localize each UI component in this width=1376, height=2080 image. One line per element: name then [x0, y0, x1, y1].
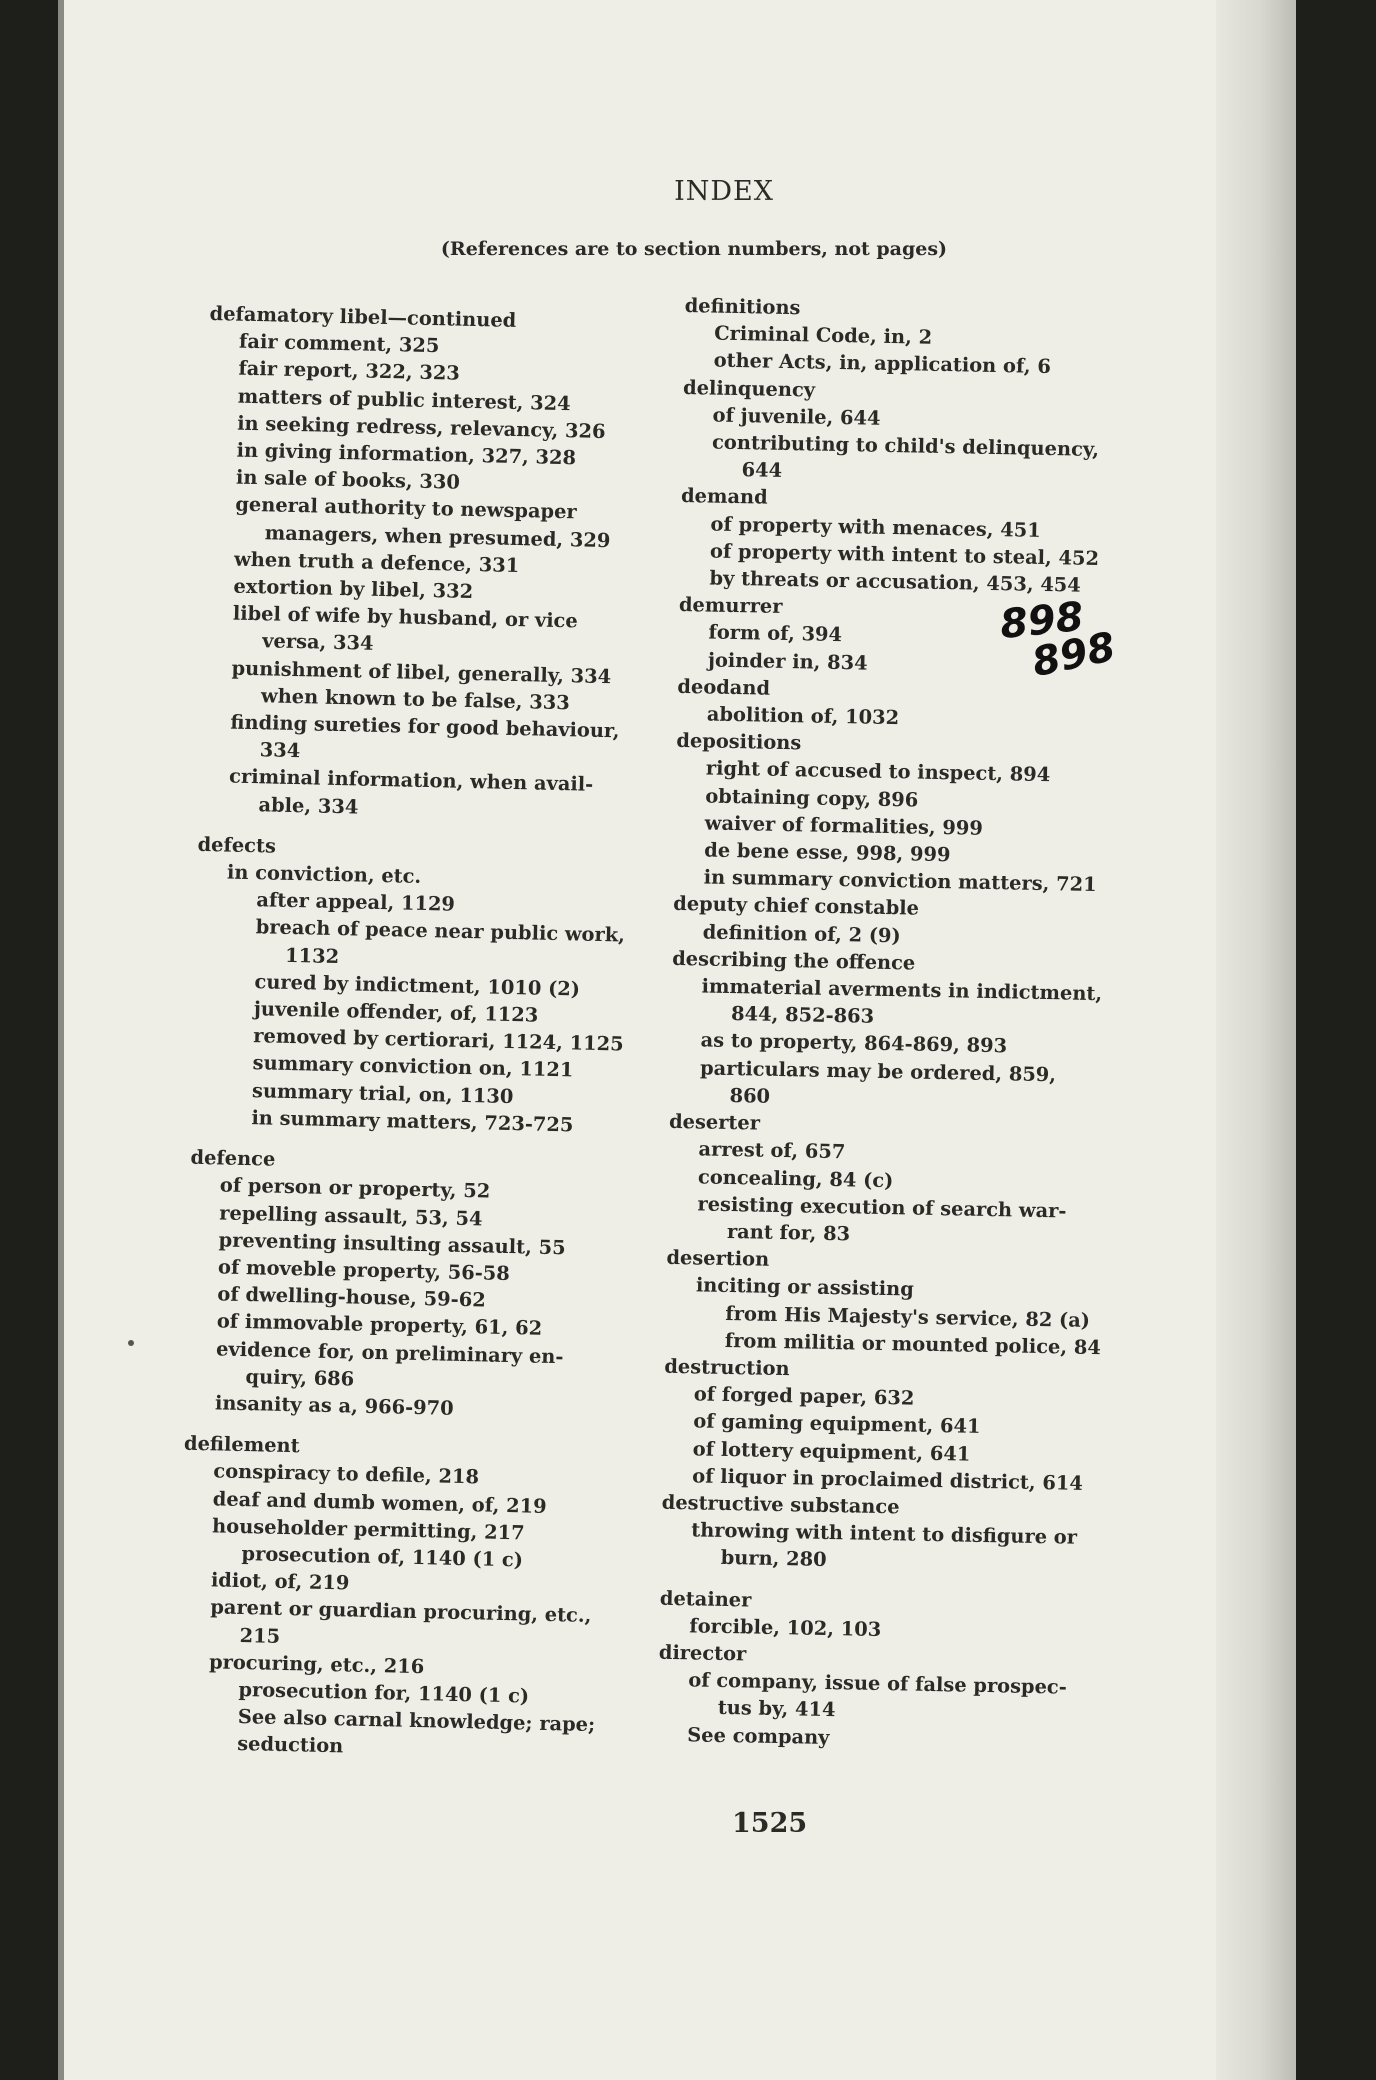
index-subentry: after appeal, 1129 — [256, 888, 456, 916]
index-subentry: able, 334 — [258, 792, 359, 819]
index-subentry: from His Majesty's service, 82 (a) — [725, 1301, 1091, 1332]
index-subentry: procuring, etc., 216 — [208, 1650, 425, 1678]
index-subentry: immaterial averments in indictment, — [701, 974, 1103, 1006]
index-subentry: 844, 852-863 — [730, 1002, 875, 1029]
index-subentry: of forged paper, 632 — [693, 1382, 915, 1410]
index-subentry: forcible, 102, 103 — [689, 1614, 882, 1641]
index-subentry: waiver of formalities, 999 — [704, 811, 984, 840]
index-subentry: householder permitting, 217 — [211, 1514, 525, 1545]
index-subentry: conspiracy to defile, 218 — [213, 1459, 480, 1489]
index-heading: defects — [197, 832, 277, 858]
page-number: 1525 — [732, 1808, 808, 1839]
index-heading: desertion — [666, 1245, 770, 1271]
index-subentry: of dwelling-house, 59-62 — [217, 1282, 486, 1312]
index-subentry: libel of wife by husband, or vice — [232, 601, 578, 633]
index-subentry: in giving information, 327, 328 — [236, 438, 577, 470]
index-subentry: repelling assault, 53, 54 — [219, 1200, 483, 1230]
index-heading: defamatory libel—continued — [209, 301, 517, 332]
index-subentry: arrest of, 657 — [698, 1137, 846, 1164]
index-subentry: See also carnal knowledge; rape; — [237, 1705, 596, 1737]
index-subentry: of liquor in proclaimed district, 614 — [692, 1464, 1084, 1495]
index-subentry: in summary conviction matters, 721 — [703, 865, 1097, 897]
index-subentry: of person or property, 52 — [219, 1173, 491, 1203]
index-subentry: parent or guardian procuring, etc., — [210, 1595, 592, 1628]
index-subentry: 334 — [259, 738, 301, 763]
index-subentry: resisting execution of search war- — [697, 1192, 1067, 1223]
index-subentry: inciting or assisting — [695, 1273, 915, 1301]
index-subentry: 215 — [239, 1623, 281, 1648]
index-heading: describing the offence — [671, 946, 916, 975]
index-subentry: summary trial, on, 1130 — [251, 1078, 514, 1108]
index-column-right — [657, 292, 1215, 1758]
index-subentry: criminal information, when avail- — [228, 765, 594, 797]
index-subentry: 644 — [741, 458, 783, 483]
index-heading: destructive substance — [661, 1490, 900, 1519]
index-subentry: by threats or accusation, 453, 454 — [709, 566, 1082, 597]
index-subentry: of company, issue of false prospec- — [688, 1668, 1067, 1699]
index-subentry: of juvenile, 644 — [712, 403, 881, 430]
index-subentry: summary conviction on, 1121 — [252, 1051, 574, 1082]
index-column-left — [177, 300, 730, 1768]
index-subentry: of immovable property, 61, 62 — [216, 1309, 543, 1341]
index-subentry: joinder in, 834 — [707, 648, 868, 675]
index-heading: demand — [680, 484, 768, 510]
index-subentry: prosecution of, 1140 (1 c) — [241, 1541, 524, 1572]
index-subentry: obtaining copy, 896 — [705, 784, 919, 812]
index-heading: detainer — [659, 1586, 752, 1612]
index-subentry: of property with menaces, 451 — [710, 512, 1041, 542]
index-subentry: throwing with intent to disfigure or — [691, 1518, 1078, 1549]
index-subentry: prosecution for, 1140 (1 c) — [238, 1677, 530, 1708]
index-subentry: definition of, 2 (9) — [702, 920, 901, 947]
index-subentry: in sale of books, 330 — [235, 465, 461, 494]
index-subentry: de bene esse, 998, 999 — [704, 838, 951, 867]
index-subentry: fair report, 322, 323 — [238, 357, 461, 386]
index-subentry: general authority to newspaper — [235, 493, 577, 524]
index-subentry: rant for, 83 — [726, 1219, 851, 1246]
index-subentry: seduction — [236, 1732, 344, 1758]
book-page — [58, 0, 1296, 2080]
index-heading: deputy chief constable — [673, 892, 920, 921]
index-subentry: fair comment, 325 — [238, 329, 440, 358]
index-subentry: punishment of libel, generally, 334 — [231, 656, 612, 688]
index-subentry: 860 — [729, 1083, 771, 1108]
speck-mark — [128, 1340, 134, 1346]
index-subentry: extortion by libel, 332 — [233, 574, 474, 604]
index-subentry: when truth a defence, 331 — [233, 547, 520, 577]
index-subentry: particulars may be ordered, 859, — [699, 1056, 1057, 1086]
index-heading: defence — [190, 1145, 276, 1171]
index-subentry: from militia or mounted police, 84 — [724, 1328, 1102, 1359]
index-heading: definitions — [684, 293, 801, 320]
index-subentry: in seeking redress, relevancy, 326 — [236, 411, 606, 443]
index-subentry: matters of public interest, 324 — [237, 384, 571, 415]
index-subentry: right of accused to inspect, 894 — [705, 756, 1051, 787]
index-subentry: form of, 394 — [708, 620, 843, 647]
page-subtitle: (References are to section numbers, not pages) — [440, 238, 948, 260]
handwritten-number-bottom: 898 — [1028, 623, 1120, 687]
index-subentry: abolition of, 1032 — [706, 702, 900, 730]
index-subentry: finding sureties for good behaviour, — [230, 710, 620, 743]
page-title: INDEX — [674, 176, 774, 207]
index-subentry: contributing to child's delinquency, — [711, 430, 1100, 461]
index-subentry: tus by, 414 — [717, 1696, 836, 1722]
index-subentry: 1132 — [284, 943, 340, 968]
index-subentry: of gaming equipment, 641 — [693, 1409, 981, 1439]
index-heading: demurrer — [678, 593, 783, 619]
index-subentry: deaf and dumb women, of, 219 — [212, 1486, 547, 1518]
handwritten-number-top: 898 — [997, 593, 1086, 649]
page-edge-shadow — [1216, 0, 1296, 2080]
index-subentry: Criminal Code, in, 2 — [713, 321, 933, 349]
index-subentry: cured by indictment, 1010 (2) — [254, 970, 581, 1001]
index-heading: deserter — [668, 1109, 761, 1135]
index-subentry: managers, when presumed, 329 — [264, 520, 611, 552]
index-heading: destruction — [664, 1354, 790, 1381]
index-subentry: insanity as a, 966-970 — [214, 1391, 454, 1420]
index-heading: deodand — [677, 674, 771, 700]
index-subentry: burn, 280 — [720, 1546, 827, 1572]
index-heading: director — [658, 1640, 747, 1666]
index-heading: delinquency — [682, 375, 816, 402]
index-subentry: versa, 334 — [262, 629, 374, 656]
index-subentry: other Acts, in, application of, 6 — [713, 348, 1052, 379]
index-subentry: removed by certiorari, 1124, 1125 — [253, 1024, 624, 1056]
index-subentry: when known to be false, 333 — [260, 684, 571, 715]
index-subentry: breach of peace near public work, — [255, 915, 626, 948]
index-heading: defilement — [183, 1431, 300, 1458]
index-subentry: of lottery equipment, 641 — [692, 1436, 971, 1466]
index-subentry: in summary matters, 723-725 — [251, 1106, 574, 1137]
index-subentry: preventing insulting assault, 55 — [218, 1228, 566, 1260]
index-subentry: concealing, 84 (c) — [697, 1164, 894, 1192]
index-subentry: in conviction, etc. — [226, 860, 422, 888]
index-subentry: idiot, of, 219 — [210, 1568, 350, 1595]
index-subentry: quiry, 686 — [245, 1364, 355, 1391]
index-subentry: of moveble property, 56-58 — [217, 1255, 511, 1285]
handwritten-annotation — [988, 593, 1128, 688]
index-subentry: juvenile offender, of, 1123 — [253, 997, 539, 1027]
index-heading: depositions — [676, 729, 802, 755]
index-subentry: as to property, 864-869, 893 — [700, 1028, 1008, 1058]
index-subentry: evidence for, on preliminary en- — [215, 1336, 564, 1368]
index-subentry: See company — [687, 1722, 830, 1749]
index-subentry: of property with intent to steal, 452 — [709, 539, 1100, 570]
